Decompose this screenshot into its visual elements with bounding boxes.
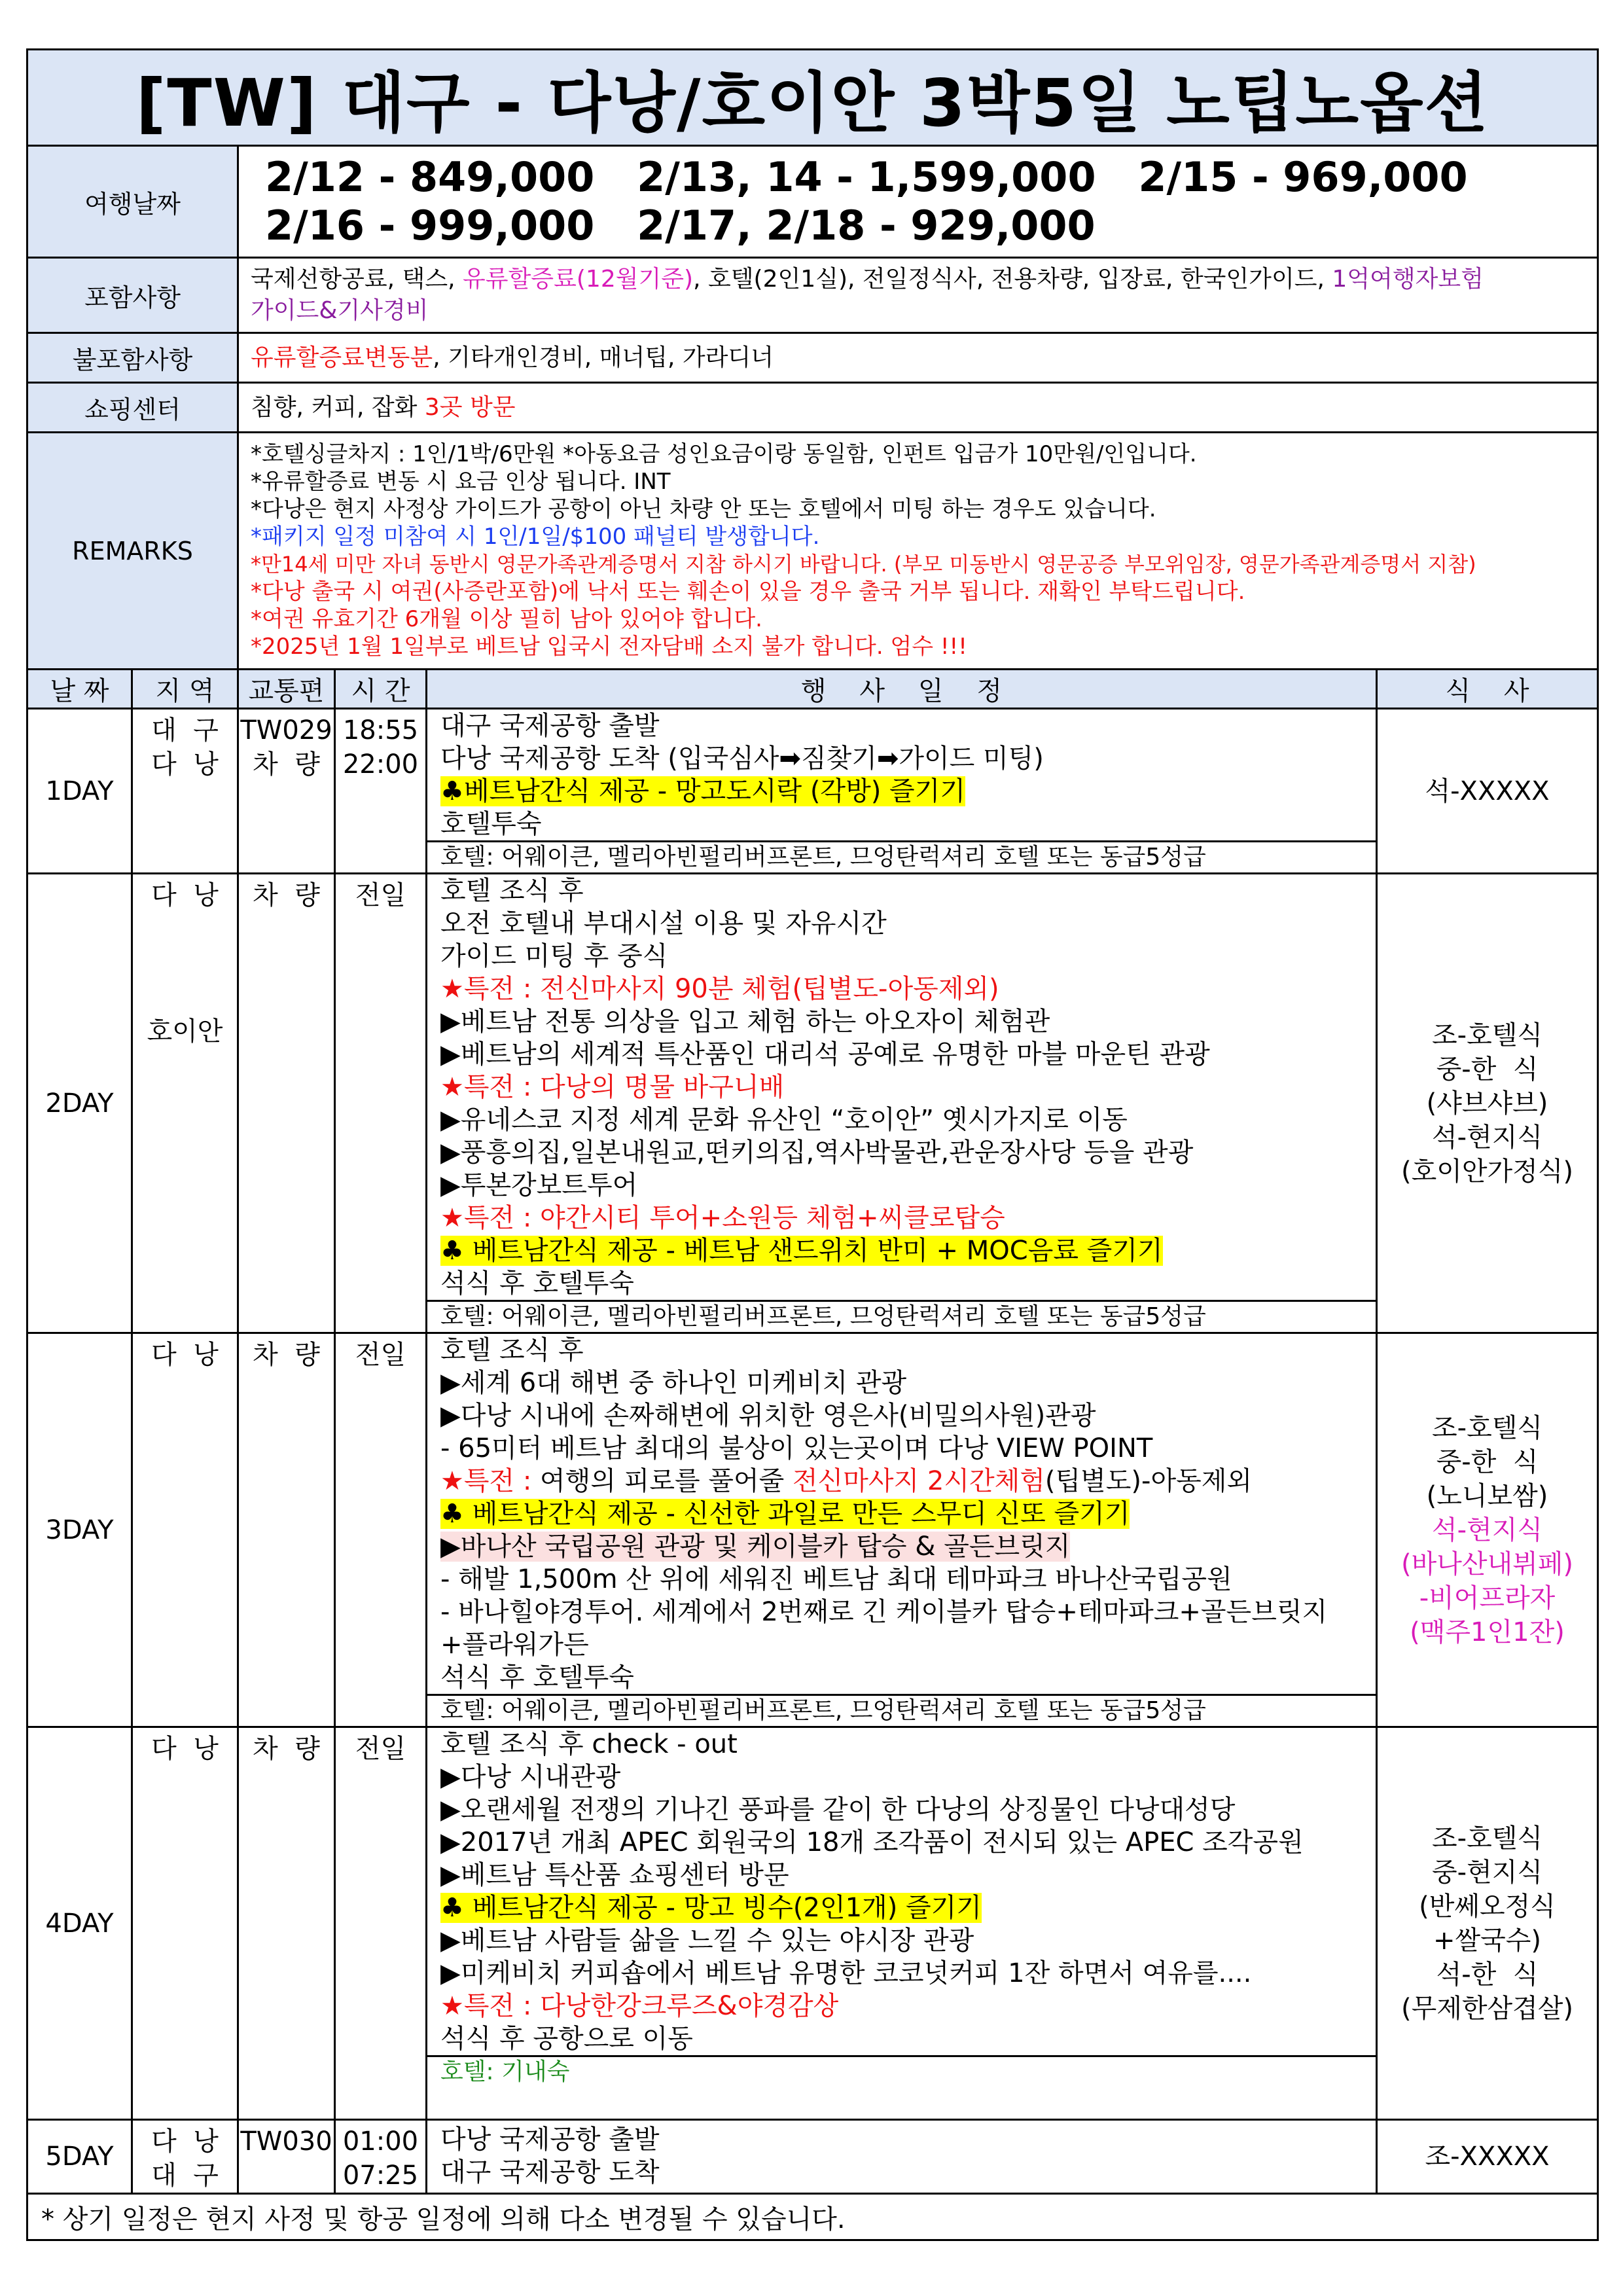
schedule-line: 호텔 조식 후 xyxy=(440,876,584,906)
day-2-transport: 차 량 xyxy=(238,874,335,1333)
day-1-meals xyxy=(1377,709,1598,874)
remarks-line: *패키지 일정 미참여 시 1인/1일/$100 패널티 발생합니다. xyxy=(251,523,820,550)
day-3-transport: 차 량 xyxy=(238,1333,335,1727)
day-3-time: 전일 xyxy=(335,1333,427,1727)
bana-hills-highlight: ▶바나산 국립공원 관광 및 케이블카 탑승 & 골든브릿지 xyxy=(440,1532,1071,1562)
special-benefit-line xyxy=(427,1465,1376,1498)
page-title: [TW] 대구 - 다낭/호이안 3박5일 노팁노옵션 xyxy=(27,50,1598,146)
day-1-vehicle: 차 량 xyxy=(253,749,320,780)
itinerary-table xyxy=(26,48,1599,2241)
day-2-region xyxy=(132,874,238,1333)
day-5-region-arrive: 대 구 xyxy=(151,2161,219,2191)
meal-line: (바나산내뷔페) xyxy=(1400,1549,1574,1579)
travel-dates-label: 여행날짜 xyxy=(27,146,238,258)
schedule-line: ▶베트남의 세계적 특산품인 대리석 공예로 유명한 마블 마운틴 관광 xyxy=(440,1039,1210,1069)
meal-line: -비어프라자 xyxy=(1419,1583,1556,1613)
day-3-row xyxy=(27,1333,1598,1727)
schedule-line: 대구 국제공항 도착 xyxy=(440,2157,660,2187)
header-region: 지 역 xyxy=(132,670,238,709)
day-2-schedule xyxy=(427,874,1377,1333)
day-5-time-arrive: 07:25 xyxy=(342,2161,419,2191)
meal-line: 석-현지식 xyxy=(1432,1515,1543,1545)
day-3-region: 다 낭 xyxy=(132,1333,238,1727)
day-5-schedule xyxy=(427,2120,1377,2194)
schedule-line: 다낭 국제공항 출발 xyxy=(440,2125,660,2155)
day-2-region-2: 호이안 xyxy=(147,1016,223,1047)
day-2-hotel: 호텔: 어웨이큰, 멜리아빈펄리버프론트, 므엉탄럭셔리 호텔 또는 동급5성급 xyxy=(427,1300,1376,1332)
day-1-label: 1DAY xyxy=(27,709,132,874)
header-time: 시 간 xyxy=(335,670,427,709)
day-5-transport: TW030 xyxy=(238,2120,335,2194)
day-1-time xyxy=(335,709,427,874)
remarks-line: *다낭 출국 시 여권(사증란포함)에 낙서 또는 훼손이 있을 경우 출국 거부 됩니다. 재확인 부탁드립니다. xyxy=(251,578,1245,605)
meal-line: (무제한삼겹살) xyxy=(1400,1993,1574,2024)
footer-note: * 상기 일정은 현지 사정 및 항공 일정에 의해 다소 변경될 수 있습니다. xyxy=(27,2194,1598,2240)
meal-line: (호이안가정식) xyxy=(1400,1156,1574,1187)
remarks-line: *호텔싱글차지 : 1인/1박/6만원 *아동요금 성인요금이랑 동일함, 인펀트 입금가 10만원/인입니다. xyxy=(251,440,1197,467)
day-5-row xyxy=(27,2120,1598,2194)
schedule-line: 오전 호텔내 부대시설 이용 및 자유시간 xyxy=(440,908,887,939)
header-date: 날 짜 xyxy=(27,670,132,709)
schedule-line: 석식 후 호텔투숙 xyxy=(440,1662,634,1693)
remarks-line: *만14세 미만 자녀 동반시 영문가족관계증명서 지참 하시기 바랍니다. (부모 미동반시 영문공증 부모위임장, 영문가족관계증명서 지참) xyxy=(251,551,1476,577)
remarks-value xyxy=(238,433,1598,670)
meal-line: (샤브샤브) xyxy=(1426,1088,1548,1119)
special-benefit-line: ★특전 : 야간시티 투어+소원등 체험+씨클로탑승 xyxy=(440,1203,1005,1233)
spacer xyxy=(133,912,237,1014)
schedule-line: ▶세계 6대 해변 중 하나인 미케비치 관광 xyxy=(440,1368,907,1398)
included-guide-fee: 가이드&기사경비 xyxy=(251,297,429,324)
snack-highlight: ♣ 베트남간식 제공 - 망고 빙수(2인1개) 즐기기 xyxy=(440,1893,982,1923)
day-1-time-arrive: 22:00 xyxy=(342,749,419,780)
schedule-line: 호텔투숙 xyxy=(440,809,542,839)
day-5-time xyxy=(335,2120,427,2194)
meal-line: 석-XXXXX xyxy=(1425,776,1550,806)
included-fuel-surcharge: 유류할증료(12월기준) xyxy=(462,266,694,293)
schedule-line: 가이드 미팅 후 중식 xyxy=(440,941,668,971)
day-1-region-arrive: 다 낭 xyxy=(151,749,219,780)
schedule-line: 호텔 조식 후 xyxy=(440,1335,584,1365)
day-4-row xyxy=(27,1727,1598,2120)
included-insurance: 1억여행자보험 xyxy=(1332,266,1484,293)
header-transport: 교통편 xyxy=(238,670,335,709)
day-2-label: 2DAY xyxy=(27,874,132,1333)
header-meal: 식 사 xyxy=(1377,670,1598,709)
remarks-line: *2025년 1월 1일부로 베트남 입국시 전자담배 소지 불가 합니다. 엄수 !!! xyxy=(251,633,967,660)
meal-line: (반쎄오정식 xyxy=(1419,1891,1556,1922)
schedule-line: ▶투본강보트투어 xyxy=(440,1170,638,1200)
included-label: 포함사항 xyxy=(27,258,238,333)
shopping-visits: 3곳 방문 xyxy=(424,393,516,421)
schedule-line: - 바나힐야경투어. 세계에서 2번째로 긴 케이블카 탑승+테마파크+골든브릿지+플라워가든 xyxy=(440,1597,1328,1660)
snack-highlight: ♣ 베트남간식 제공 - 베트남 샌드위치 반미 + MOC음료 즐기기 xyxy=(440,1236,1163,1266)
day-5-region xyxy=(132,2120,238,2194)
header-schedule: 행 사 일 정 xyxy=(427,670,1377,709)
travel-dates-line-2: 2/16 - 999,000 2/17, 2/18 - 929,000 xyxy=(265,202,1096,249)
remarks-line: *유류할증료 변동 시 요금 인상 됩니다. INT xyxy=(251,468,671,495)
schedule-line: 대구 국제공항 출발 xyxy=(440,711,660,741)
day-5-label: 5DAY xyxy=(27,2120,132,2194)
schedule-line: 석식 후 호텔투숙 xyxy=(440,1268,634,1299)
day-5-time-depart: 01:00 xyxy=(342,2126,419,2157)
included-value xyxy=(238,258,1598,333)
day-3-label: 3DAY xyxy=(27,1333,132,1727)
benefit-text: 여행의 피로를 풀어줄 xyxy=(540,1466,793,1496)
benefit-note: (팁별도)-아동제외 xyxy=(1044,1466,1253,1496)
day-2-region-1: 다 낭 xyxy=(151,880,219,910)
day-5-region-depart: 다 낭 xyxy=(151,2126,219,2157)
meal-line: 조-호텔식 xyxy=(1432,1412,1543,1443)
day-3-hotel: 호텔: 어웨이큰, 멜리아빈펄리버프론트, 므엉탄럭셔리 호텔 또는 동급5성급 xyxy=(427,1694,1376,1726)
day-1-flight: TW029 xyxy=(240,715,332,745)
meal-line: 중-한 식 xyxy=(1436,1054,1539,1085)
excluded-label: 불포함사항 xyxy=(27,333,238,383)
meal-line: 중-현지식 xyxy=(1432,1857,1543,1888)
special-benefit-line: ★특전 : 다낭한강크루즈&야경감상 xyxy=(440,1991,839,2021)
day-4-region: 다 낭 xyxy=(132,1727,238,2120)
day-3-meals xyxy=(1377,1333,1598,1727)
schedule-line-wrapper xyxy=(427,1234,1376,1267)
day-2-row xyxy=(27,874,1598,1333)
day-5-meals xyxy=(1377,2120,1598,2194)
meal-line: 중-한 식 xyxy=(1436,1446,1539,1477)
excluded-fuel-change: 유류할증료변동분 xyxy=(251,344,433,371)
schedule-line-wrapper xyxy=(427,1892,1376,1924)
schedule-line: ▶베트남 전통 의상을 입고 체험 하는 아오자이 체험관 xyxy=(440,1007,1050,1037)
schedule-line: 석식 후 공항으로 이동 xyxy=(440,2024,693,2054)
benefit-massage: 전신마사지 2시간체험 xyxy=(792,1466,1045,1496)
day-4-label: 4DAY xyxy=(27,1727,132,2120)
schedule-line: ▶오랜세월 전쟁의 기나긴 풍파를 같이 한 다낭의 상징물인 다낭대성당 xyxy=(440,1795,1236,1825)
remarks-line: *여권 유효기간 6개월 이상 필히 남아 있어야 합니다. xyxy=(251,605,762,632)
day-1-row xyxy=(27,709,1598,874)
included-part-2: , 호텔(2인1실), 전일정식사, 전용차량, 입장료, 한국인가이드, xyxy=(693,266,1332,293)
meal-line: 조-호텔식 xyxy=(1432,1823,1543,1854)
special-benefit-line: ★특전 : 전신마사지 90분 체험(팁별도-아동제외) xyxy=(440,974,999,1004)
schedule-line: ▶베트남 특산품 쇼핑센터 방문 xyxy=(440,1860,789,1890)
remarks-line: *다낭은 현지 사정상 가이드가 공항이 아닌 차량 안 또는 호텔에서 미팅 하는 경우도 있습니다. xyxy=(251,495,1156,522)
schedule-line: ▶미케비치 커피숍에서 베트남 유명한 코코넛커피 1잔 하면서 여유를.... xyxy=(440,1958,1252,1988)
schedule-line: ▶2017년 개최 APEC 회원국의 18개 조각품이 전시되 있는 APEC 조각공원 xyxy=(440,1827,1304,1857)
excluded-value xyxy=(238,333,1598,383)
day-4-transport: 차 량 xyxy=(238,1727,335,2120)
schedule-line: ▶풍흥의집,일본내원교,떤키의집,역사박물관,관운장사당 등을 관광 xyxy=(440,1138,1194,1168)
schedule-line-wrapper xyxy=(427,775,1376,808)
meal-line: (맥주1인1잔) xyxy=(1410,1617,1565,1647)
meal-line: (노니보쌈) xyxy=(1426,1480,1548,1511)
meal-line: 조-호텔식 xyxy=(1432,1020,1543,1050)
day-1-region xyxy=(132,709,238,874)
included-part-1: 국제선항공료, 택스, xyxy=(251,266,463,293)
day-2-time: 전일 xyxy=(335,874,427,1333)
snack-highlight: ♣ 베트남간식 제공 - 신선한 과일로 만든 스무디 신또 즐기기 xyxy=(440,1499,1130,1529)
day-1-hotel: 호텔: 어웨이큰, 멜리아빈펄리버프론트, 므엉탄럭셔리 호텔 또는 동급5성급 xyxy=(427,840,1376,872)
day-1-schedule xyxy=(427,709,1377,874)
shopping-items: 침향, 커피, 잡화 xyxy=(251,393,425,421)
meal-line: 조-XXXXX xyxy=(1425,2142,1550,2172)
day-1-region-depart: 대 구 xyxy=(151,715,219,745)
special-benefit-line: ★특전 : 다낭의 명물 바구니배 xyxy=(440,1072,785,1102)
travel-dates-prices xyxy=(238,146,1598,258)
day-4-schedule xyxy=(427,1727,1377,2120)
meal-line: 석-현지식 xyxy=(1432,1122,1543,1153)
schedule-line-wrapper xyxy=(427,1498,1376,1530)
schedule-line: ▶유네스코 지정 세계 문화 유산인 “호이안” 옛시가지로 이동 xyxy=(440,1105,1128,1135)
schedule-line: ▶다낭 시내에 손짜해변에 위치한 영은사(비밀의사원)관광 xyxy=(440,1401,1096,1431)
schedule-line: 호텔 조식 후 check - out xyxy=(440,1729,738,1759)
day-4-time: 전일 xyxy=(335,1727,427,2120)
benefit-prefix: ★특전 : xyxy=(440,1466,541,1496)
snack-highlight: ♣베트남간식 제공 - 망고도시락 (각방) 즐기기 xyxy=(440,776,965,806)
schedule-line: ▶다낭 시내관광 xyxy=(440,1762,621,1792)
schedule-line: - 65미터 베트남 최대의 불상이 있는곳이며 다낭 VIEW POINT xyxy=(440,1433,1153,1463)
shopping-value xyxy=(238,383,1598,433)
day-1-transport xyxy=(238,709,335,874)
schedule-line-wrapper xyxy=(427,1530,1376,1563)
schedule-line: 다낭 국제공항 도착 (입국심사➡짐찾기➡가이드 미팅) xyxy=(440,744,1044,774)
itinerary-sheet xyxy=(26,48,1597,2241)
day-4-meals xyxy=(1377,1727,1598,2120)
excluded-rest: , 기타개인경비, 매너팁, 가라디너 xyxy=(433,344,774,371)
shopping-label: 쇼핑센터 xyxy=(27,383,238,433)
remarks-label: REMARKS xyxy=(27,433,238,670)
schedule-line: ▶베트남 사람들 삶을 느낄 수 있는 야시장 관광 xyxy=(440,1926,974,1956)
day-3-schedule xyxy=(427,1333,1377,1727)
day-1-time-depart: 18:55 xyxy=(342,715,419,745)
meal-line: +쌀국수) xyxy=(1433,1925,1542,1956)
travel-dates-line-1: 2/12 - 849,000 2/13, 14 - 1,599,000 2/15 - 969,000 xyxy=(265,153,1468,201)
schedule-line: - 해발 1,500m 산 위에 세워진 베트남 최대 테마파크 바나산국립공원 xyxy=(440,1564,1232,1594)
meal-line: 석-한 식 xyxy=(1436,1959,1539,1990)
day-4-hotel: 호텔: 기내숙 xyxy=(427,2055,1376,2087)
day-2-meals xyxy=(1377,874,1598,1333)
